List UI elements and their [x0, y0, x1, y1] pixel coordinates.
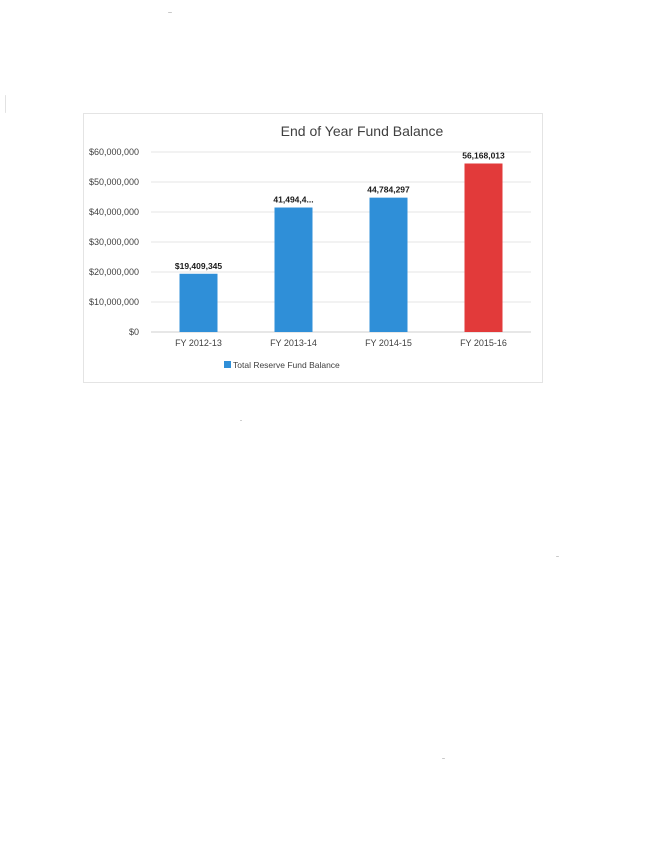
- bar-1: [180, 274, 218, 332]
- data-label: $19,409,345: [174, 260, 223, 271]
- chart-title: End of Year Fund Balance: [280, 123, 444, 139]
- bar-2: [275, 208, 313, 332]
- bar-3: [370, 198, 408, 332]
- legend-label: Total Reserve Fund Balance: [233, 360, 340, 370]
- bar-chart: [84, 114, 542, 382]
- bar-4: [465, 163, 503, 332]
- scan-speck: [5, 95, 6, 113]
- legend: [224, 360, 340, 370]
- y-tick-label: $0: [128, 327, 139, 337]
- x-axis-ticks: [175, 338, 507, 348]
- x-tick-label: FY 2015-16: [460, 338, 507, 348]
- x-tick-label: FY 2012-13: [175, 338, 222, 348]
- scan-speck: [168, 12, 172, 13]
- data-labels: [175, 150, 505, 270]
- y-tick-label: $60,000,000: [88, 147, 139, 157]
- y-tick-label: $50,000,000: [88, 177, 139, 187]
- legend-swatch: [224, 361, 231, 368]
- scan-speck: [442, 758, 445, 759]
- chart-container: [83, 113, 543, 383]
- y-tick-label: $40,000,000: [88, 207, 139, 217]
- data-label: 44,784,297: [367, 184, 410, 195]
- bars: [180, 163, 503, 332]
- y-axis-ticks: [89, 147, 139, 337]
- y-tick-label: $10,000,000: [88, 297, 139, 307]
- scan-speck: [240, 420, 242, 421]
- y-tick-label: $30,000,000: [88, 237, 139, 247]
- data-label: 41,494,4...: [273, 194, 314, 205]
- scan-speck: [556, 556, 559, 557]
- x-tick-label: FY 2013-14: [270, 338, 317, 348]
- data-label: 56,168,013: [462, 150, 505, 161]
- y-tick-label: $20,000,000: [88, 267, 139, 277]
- x-tick-label: FY 2014-15: [365, 338, 412, 348]
